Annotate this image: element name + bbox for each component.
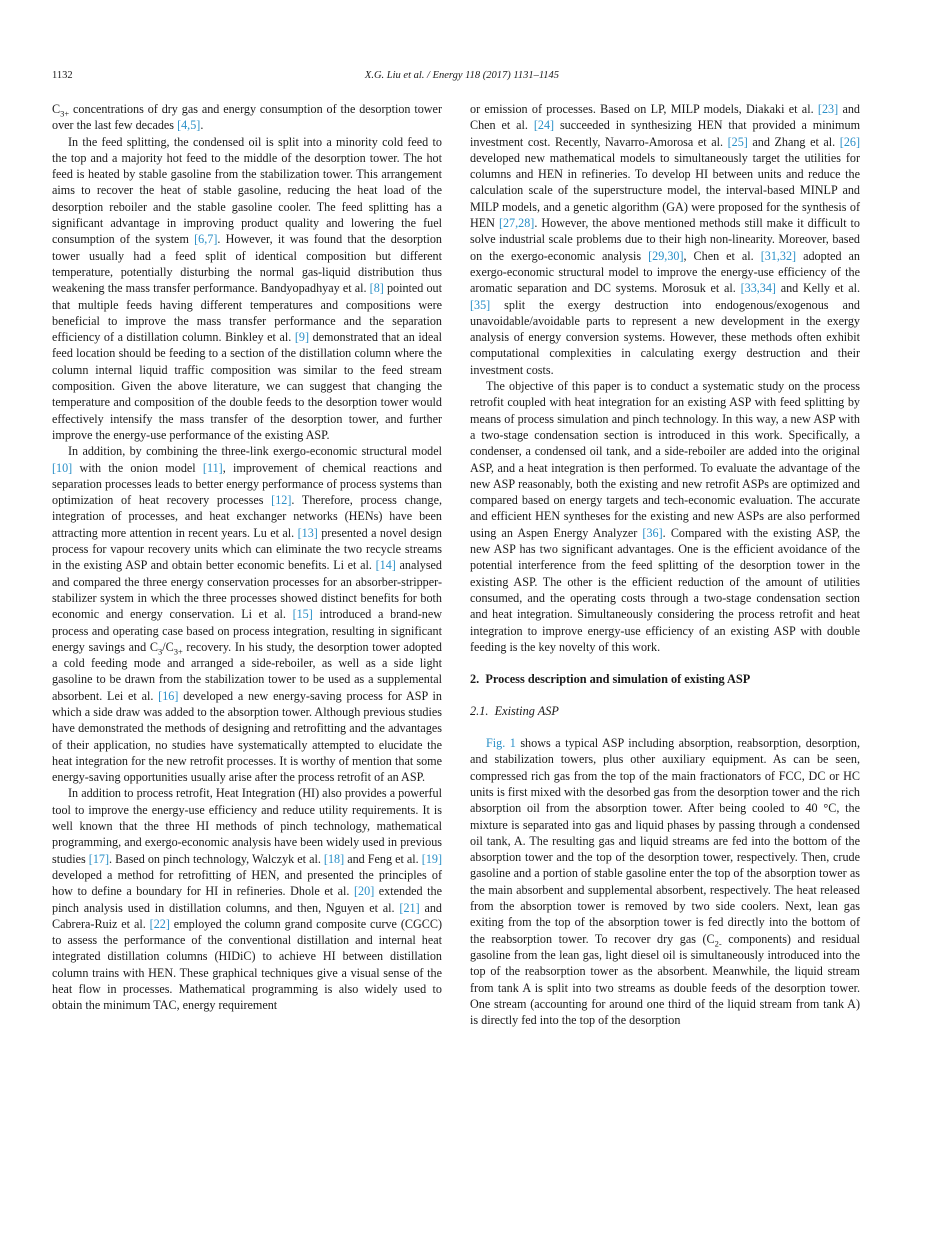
citation-link[interactable]: [31,32] [760, 248, 797, 263]
citation-link[interactable]: [27,28] [498, 216, 535, 231]
citation-link[interactable]: [8] [369, 281, 384, 296]
citation-link[interactable]: [9] [294, 330, 309, 345]
citation-link[interactable]: [18] [323, 851, 345, 866]
paragraph: The objective of this paper is to conduct a systematic study on the process retrofit coupled with heat integration for an existing ASP with feed splitting by means of process simulation and pinch technology. In this way, a new ASP with a two-stage condensation section is introduced in this work. Specifically, a condenser, a condensed oil tank, and a side-reboiler are added into the original ASP, and a heat integration is then performed. To evaluate the advantage of the new ASP reasonably, both the existing and new retrofit ASPs are optimized and compared based on energy targets and tech-economic evaluation. The accurate and efficient HEN syntheses for the existing and new ASPs are also performed using an Aspen Energy Analyzer [36]. Compared with the existing ASP, the new ASP has two significant advantages. One is the efficient avoidance of the potential interference from the feed splitting of the desorption tower in the existing ASP. The other is the efficient reduction of the amount of utilities consumed, and the operating costs through a two-stage condensation section and heat integration. Simultaneously considering the process retrofit and heat integration to improve energy-use efficiency of an existing ASP with double feeding is the key novelty of this work. [470, 379, 861, 654]
running-head: X.G. Liu et al. / Energy 118 (2017) 1131–1145 [364, 70, 560, 81]
citation-link[interactable]: [22] [149, 916, 170, 931]
citation-link[interactable]: [25] [727, 134, 748, 149]
citation-link[interactable]: [15] [292, 607, 313, 622]
left-column [52, 101, 442, 1014]
citation-link[interactable]: [16] [158, 688, 179, 703]
paragraph: In the feed splitting, the condensed oil is split into a minority cold feed to the top and a majority hot feed to the middle of the desorption tower. The hot feed is heated by stable gasoline from the stabilization tower. This arrangement aims to recover the heat of stable gasoline, reducing the heat load of the desorption reboiler and the stable gasoline cooler. The feed splitting has a significant advantage in improving product quality and lowering the fuel consumption of the system [6,7]. However, it was found that the desorption tower usually had a feed split of identical composition but different temperature, potentially disturbing the normal gas-liquid distribution thus weakening the mass transfer performance. Bandyopadhyay et al. [8] pointed out that multiple feeds having different temperatures and compositions were beneficial to improve the mass transfer performance and the separation efficiency of a distillation column. Binkley et al. [9] demonstrated that an ideal feed location should be feeding to a section of the distillation column where the column internal liquid traffic composition was similar to the feed stream composition. Given the above literature, we can suggest that changing the temperature and composition of the double feeds to the desorption tower would effectively intensify the mass transfer of the desorption tower, and further improve the energy-use performance of the existing ASP. [52, 134, 443, 442]
citation-link[interactable]: [23] [817, 102, 839, 116]
citation-link[interactable]: [36] [642, 525, 663, 540]
citation-link[interactable]: [4,5] [177, 118, 201, 133]
page-number: 1132 [52, 70, 73, 81]
paragraph: In addition, by combining the three-link exergo-economic structural model [10] with the onion model [11], improvement of chemical reactions and separation processes leads to better energy performance of process systems than optimization of heat recovery processes [12]. Therefore, process change, integration of processes, and heat exchanger networks (HENs) have been attracting more attention in recent years. Lu et al. [13] presented a novel design process for vapour recovery units which can eliminate the two recycle streams in the existing ASP and obtain better economic benefits. Li et al. [14] analysed and compared the three energy conservation processes for an absorber-stripper-stabilizer system in which the three processes showed distinct benefits for both economic and energy conservation. Li et al. [15] introduced a brand-new process and operating case based on process integration, resulting in significant energy savings and $C_3/C_{3+}$ recovery. In his study, the desorption tower adopted a cold feeding mode and arranged a side-reboiler, as well as a side light gasoline to be drawn from the stabilization tower to be used as a supplemental absorbent. Lei et al. [16] developed a new energy-saving process for ASP in which a side draw was added to the absorption tower. Although previous studies have demonstrated the methods of designing and retrofitting and the advantages of their application, no studies have systematically attempted to elucidate the heat integration for the new retrofit processes. It is worthy of mention that some energy-saving opportunities usually arise after the process retrofit of an ASP. [52, 444, 443, 785]
citation-link[interactable]: [20] [354, 884, 375, 899]
section-heading: 2. Process description and simulation of existing ASP [470, 672, 751, 687]
citation-link[interactable]: [21] [399, 900, 420, 915]
citation-link[interactable]: [33,34] [740, 281, 776, 296]
citation-link[interactable]: [12] [271, 493, 292, 508]
figure-link[interactable]: Fig. 1 [486, 736, 516, 751]
citation-link[interactable]: [29,30] [648, 248, 684, 263]
citation-link[interactable]: [14] [375, 558, 396, 573]
citation-link[interactable]: [35] [470, 297, 491, 312]
citation-link[interactable]: [11] [202, 460, 223, 475]
citation-link[interactable]: [13] [297, 525, 318, 540]
page-header [52, 70, 872, 88]
citation-link[interactable]: [17] [88, 851, 110, 866]
citation-link[interactable]: [10] [52, 460, 73, 475]
paragraph: or emission of processes. Based on LP, MILP models, Diakaki et al. [23] and Chen et al. [24] succeeded in synthesizing HEN that provided a minimum investment cost. Recently, Navarro-Amorosa et al. [25] and Zhang et al. [26] developed new mathematical models to simultaneously target the utilities for columns and HEN in refineries. To develop HI between units and reduce the calculation scale of the superstructure model, the interval-based MINLP and MILP models, and a genetic algorithm (GA) were proposed for the synthesis of HEN [27,28]. However, the above mentioned methods still make it difficult to solve industrial scale problems due to their high non-linearity. Moreover, based on the exergo-economic analysis [29,30], Chen et al. [31,32] adopted an exergo-economic structural model to improve the energy-use efficiency of the aromatic separation and DC systems. Morosuk et al. [33,34] and Kelly et al. [35] split the exergy destruction into endogenous/exogenous and unavoidable/avoidable parts to represent a new development in the exergy analysis of energy conversion systems. However, these methods often exhibit computational complexities in calculating exergy destruction and their investment costs. [470, 102, 861, 377]
citation-link[interactable]: [19] [421, 851, 443, 866]
citation-link[interactable]: [24] [533, 118, 555, 133]
paragraph: In addition to process retrofit, Heat Integration (HI) also provides a powerful tool to improve the energy-use efficiency and reduce utility requirements. It is well known that the three HI methods of pinch technology, mathematical programming, and exergo-economic analysis have been widely used in previous studies [17]. Based on pinch technology, Walczyk et al. [18] and Feng et al. [19] developed a method for retrofitting of HEN, and presented the principles of how to define a boundary for HI in refineries. Dhole et al. [20] extended the pinch analysis used in distillation columns, and then, Nguyen et al. [21] and Cabrera-Ruiz et al. [22] employed the column grand composite curve (CGCC) to assess the performance of the conventional distillation and internal heat integrated distillation columns (HIDiC) to achieve HI between distillation column trains with HEN. These graphical techniques give a visual sense of the heat flow in processes. Mathematical programming is also widely used to obtain the minimum TAC, energy requirement [52, 786, 443, 1013]
paragraph: Fig. 1 shows a typical ASP including absorption, reabsorption, desorption, and stabilization towers, plus other auxiliary equipment. As can be seen, compressed rich gas from the top of the main fractionators of FCC, DC or HC units is first mixed with the desorbed gas from the desorption tower and the rich absorption oil from the absorption tower. After being cooled to 40 °C, the mixture is separated into gas and liquid phases by passing through a condensed oil tank, A. The resulting gas and liquid streams are fed into the bottom of the absorption tower and the top of the desorption tower, respectively. Then, crude gasoline and a portion of stable gasoline enter the top of the absorption tower as the main absorbent and supplemental absorbent, respectively. The heat released from the absorption tower is removed by two side coolers. Next, lean gas exiting from the top of the absorption tower is fed directly into the bottom of the reabsorption tower. To recover dry gas ($C_{2-}$ components) and residual gasoline from the lean gas, light diesel oil is simultaneously introduced into the top of the reabsorption tower as the absorbent. Meanwhile, the liquid stream from tank A is split into two streams as double feeds of the desorption tower. One stream (accounting for around one third of the liquid stream from tank A) is directly fed into the top of the desorption [470, 736, 861, 1028]
citation-link[interactable]: [26] [839, 134, 861, 149]
citation-link[interactable]: [6,7] [194, 232, 218, 247]
right-column [470, 101, 860, 1028]
paragraph: $C_{3+}$ concentrations of dry gas and energy consumption of the desorption tower over the last few decades [4,5]. [52, 102, 442, 133]
subsection-heading: 2.1. Existing ASP [470, 704, 559, 719]
